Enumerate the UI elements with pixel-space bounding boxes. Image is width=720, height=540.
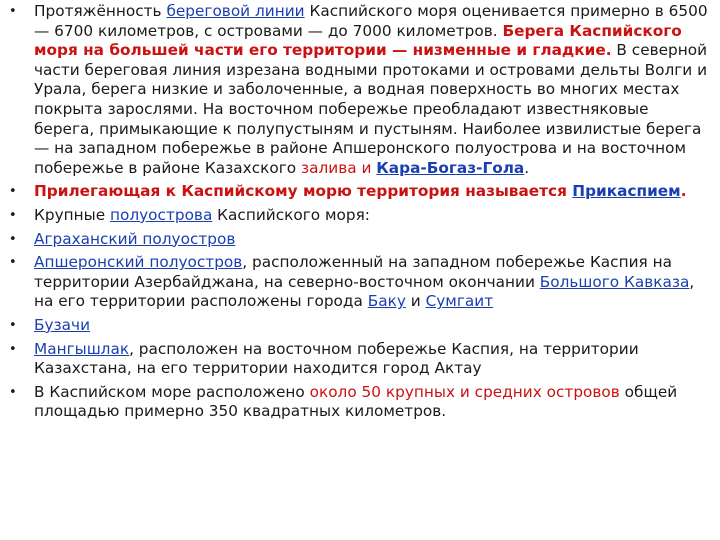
text-segment: Каспийского моря оценивается примерно в 6500 — 6700 километров, с островами — до 7000 километров. <box>34 2 708 40</box>
bullet-item-caspian-region <box>0 182 708 202</box>
bullet-item-agrakhan <box>0 230 708 250</box>
bullet-icon: • <box>9 207 17 223</box>
slide-content <box>0 2 708 426</box>
text-segment: , на его территории расположены города <box>34 272 695 311</box>
link-сумгаит[interactable]: Сумгаит <box>425 292 494 311</box>
bullet-icon: • <box>9 184 17 200</box>
bullet-icon: • <box>9 317 17 333</box>
text-segment: Каспийского моря: <box>212 205 370 224</box>
highlighted-text: около 50 крупных и средних островов <box>309 382 620 401</box>
text-segment: В северной части береговая линия изрезана водными протоками и островами дельты Волги и Урала, берега низкие и заболоченные, а водная поверхность во многих местах покрыта зарослями. На восточном побережье преобладают известняковые берега, примыкающие к полупустыням и пустыням. Наиболее извилистые берега — на западном побережье в районе Апшеронского полуострова и на восточном побережье в районе Казахского <box>34 41 708 177</box>
highlighted-text: залива и <box>301 158 377 177</box>
text-segment: Протяжённость <box>34 2 167 20</box>
bullet-icon: • <box>9 231 17 247</box>
bullet-item-coastline <box>0 2 708 178</box>
link-береговой-линии[interactable]: береговой линии <box>166 2 305 20</box>
highlighted-text: . <box>680 182 687 201</box>
text-segment: Крупные <box>34 205 110 224</box>
text-segment: общей площадью примерно 350 квадратных километров. <box>34 382 678 421</box>
link-большого-кавказа[interactable]: Большого Кавказа <box>539 272 690 291</box>
bullet-item-peninsulas <box>0 206 708 226</box>
highlighted-text: Прилегающая к Каспийскому морю территория называется <box>34 182 573 201</box>
bullet-icon: • <box>9 341 17 357</box>
text-segment: . <box>524 158 530 177</box>
bullet-list <box>0 2 708 422</box>
bullet-item-buzachi <box>0 316 708 336</box>
bullet-item-mangyshlak <box>0 340 708 379</box>
link-аграханский-полуостров[interactable]: Аграханский полуостров <box>34 229 236 248</box>
bullet-icon: • <box>9 384 17 400</box>
link-мангышлак[interactable]: Мангышлак <box>34 339 130 358</box>
link-кара-богаз-гола[interactable]: Кара-Богаз-Гола <box>376 158 525 177</box>
text-segment: В Каспийском море расположено <box>34 382 310 401</box>
link-бузачи[interactable]: Бузачи <box>34 315 91 334</box>
link-прикаспием[interactable]: Прикаспием <box>572 182 681 201</box>
bullet-item-absheron <box>0 253 708 312</box>
bullet-icon: • <box>9 255 17 271</box>
bullet-item-islands <box>0 383 708 422</box>
text-segment: , расположенный на западном побережье Каспия на территории Азербайджана, на северно-восточном окончании <box>34 253 672 291</box>
text-segment: и <box>405 292 426 311</box>
text-segment: , расположен на восточном побережье Каспия, на территории Казахстана, на его территории находится город Актау <box>34 339 639 378</box>
link-апшеронский-полуостров[interactable]: Апшеронский полуостров <box>34 253 243 272</box>
bullet-icon: • <box>9 4 17 19</box>
link-баку[interactable]: Баку <box>367 292 406 311</box>
link-полуострова[interactable]: полуострова <box>109 205 213 224</box>
highlighted-text: Берега Каспийского моря на большей части его территории — низменные и гладкие. <box>34 21 682 60</box>
